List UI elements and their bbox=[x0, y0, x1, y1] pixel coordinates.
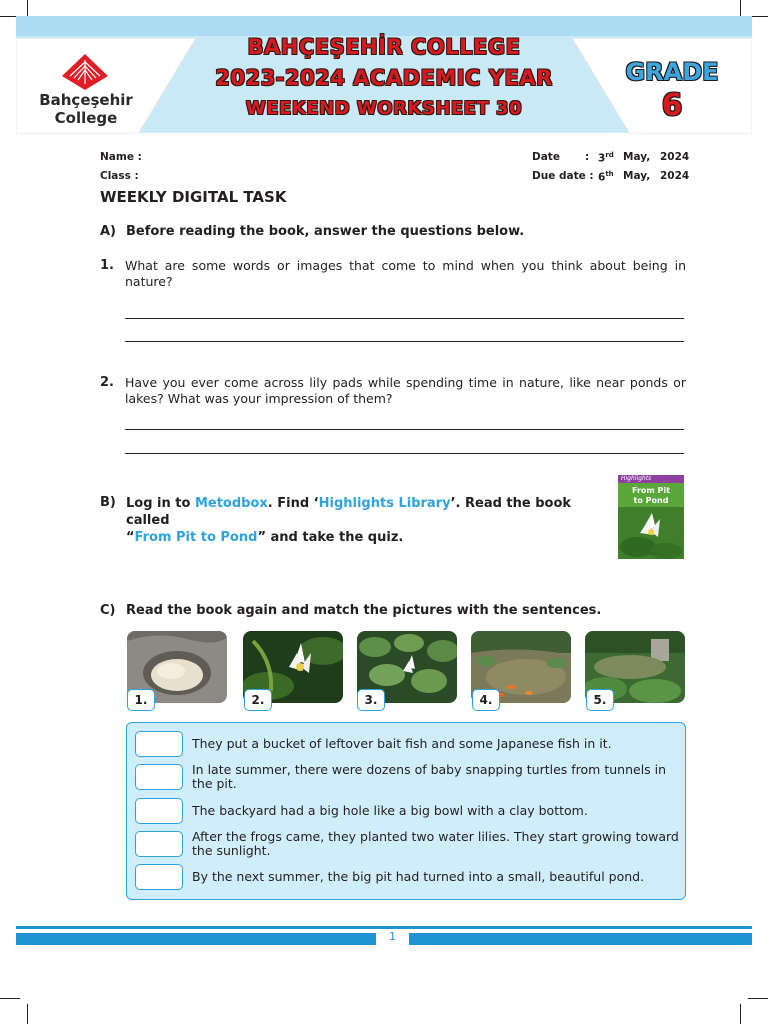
footer-rule bbox=[16, 926, 752, 929]
answer-box-3[interactable] bbox=[135, 798, 183, 824]
footer-bar-left bbox=[16, 933, 376, 945]
academic-year-title: 2023-2024 ACADEMIC YEAR bbox=[215, 66, 553, 90]
picture-label-3: 3. bbox=[357, 689, 385, 711]
logo-text-line2: College bbox=[54, 109, 118, 127]
section-b-instructions: Log in to Metodbox. Find ‘Highlights Library’. Read the book called “From Pit to Pond” and take the quiz. bbox=[126, 496, 572, 545]
question-2-number: 2. bbox=[100, 375, 114, 390]
book-cover-title-1: From Pit bbox=[632, 486, 670, 495]
footer-bar-right bbox=[409, 933, 752, 945]
section-a-title: Before reading the book, answer the questions below. bbox=[126, 224, 525, 239]
lily-flower-image bbox=[618, 507, 684, 559]
grade-label: GRADE bbox=[625, 58, 719, 86]
section-b-letter: B) bbox=[100, 495, 116, 510]
crop-mark bbox=[748, 998, 768, 999]
section-c-letter: C) bbox=[100, 603, 116, 618]
class-label: Class : bbox=[100, 170, 139, 182]
due-year: 2024 bbox=[660, 170, 690, 182]
logo-text-line1: Bahçeşehir bbox=[39, 91, 133, 109]
due-month: May, bbox=[623, 170, 651, 182]
answer-line-2b[interactable] bbox=[125, 453, 684, 454]
task-title: WEEKLY DIGITAL TASK bbox=[100, 188, 287, 206]
answer-line-1b[interactable] bbox=[125, 341, 684, 342]
date-separator: : bbox=[585, 151, 590, 163]
answer-box-5[interactable] bbox=[135, 864, 183, 890]
grade-number: 6 bbox=[661, 88, 683, 123]
highlights-library-link[interactable]: Highlights Library bbox=[318, 496, 451, 511]
crop-mark bbox=[27, 1004, 28, 1024]
sentence-4: After the frogs came, they planted two water lilies. They start growing toward the sunlight. bbox=[192, 829, 679, 858]
picture-label-2: 2. bbox=[244, 689, 272, 711]
school-title: BAHÇEŞEHİR COLLEGE bbox=[247, 35, 521, 59]
book-cover-brand: Highlights bbox=[621, 475, 652, 482]
picture-label-4: 4. bbox=[472, 689, 500, 711]
book-cover-title-2: to Pond bbox=[633, 496, 669, 505]
name-label: Name : bbox=[100, 151, 142, 163]
sentence-1: They put a bucket of leftover bait fish and some Japanese fish in it. bbox=[192, 736, 612, 751]
section-c-title: Read the book again and match the pictures with the sentences. bbox=[126, 603, 602, 618]
question-1-text: What are some words or images that come to mind when you think about being in nature? bbox=[125, 258, 686, 289]
answer-box-2[interactable] bbox=[135, 764, 183, 790]
due-date-label: Due date : bbox=[532, 170, 594, 182]
answer-line-1a[interactable] bbox=[125, 318, 684, 319]
crop-mark bbox=[0, 998, 20, 999]
book-title-link[interactable]: From Pit to Pond bbox=[134, 530, 258, 545]
question-2-text: Have you ever come across lily pads while spending time in nature, like near ponds or lakes? What was your impression of them? bbox=[125, 375, 686, 406]
answer-line-2a[interactable] bbox=[125, 429, 684, 430]
due-day: 6th bbox=[598, 170, 614, 184]
picture-label-5: 5. bbox=[586, 689, 614, 711]
section-a-letter: A) bbox=[100, 224, 117, 239]
metodbox-link[interactable]: Metodbox bbox=[194, 496, 268, 511]
date-label: Date bbox=[532, 151, 560, 163]
header-band-top bbox=[16, 16, 752, 36]
sentence-2: In late summer, there were dozens of baby snapping turtles from tunnels in the pit. bbox=[192, 762, 667, 791]
book-cover[interactable] bbox=[618, 475, 684, 559]
picture-label-1: 1. bbox=[127, 689, 155, 711]
date-year: 2024 bbox=[660, 151, 690, 163]
crop-mark bbox=[740, 1004, 741, 1024]
date-day: 3rd bbox=[598, 151, 614, 165]
page-number: 1 bbox=[389, 930, 396, 943]
sentence-3: The backyard had a big hole like a big bowl with a clay bottom. bbox=[192, 803, 588, 818]
worksheet-title: WEEKEND WORKSHEET 30 bbox=[245, 98, 523, 119]
sentence-5: By the next summer, the big pit had turned into a small, beautiful pond. bbox=[192, 869, 645, 884]
date-month: May, bbox=[623, 151, 651, 163]
answer-box-4[interactable] bbox=[135, 831, 183, 857]
question-1-number: 1. bbox=[100, 258, 114, 273]
answer-box-1[interactable] bbox=[135, 731, 183, 757]
